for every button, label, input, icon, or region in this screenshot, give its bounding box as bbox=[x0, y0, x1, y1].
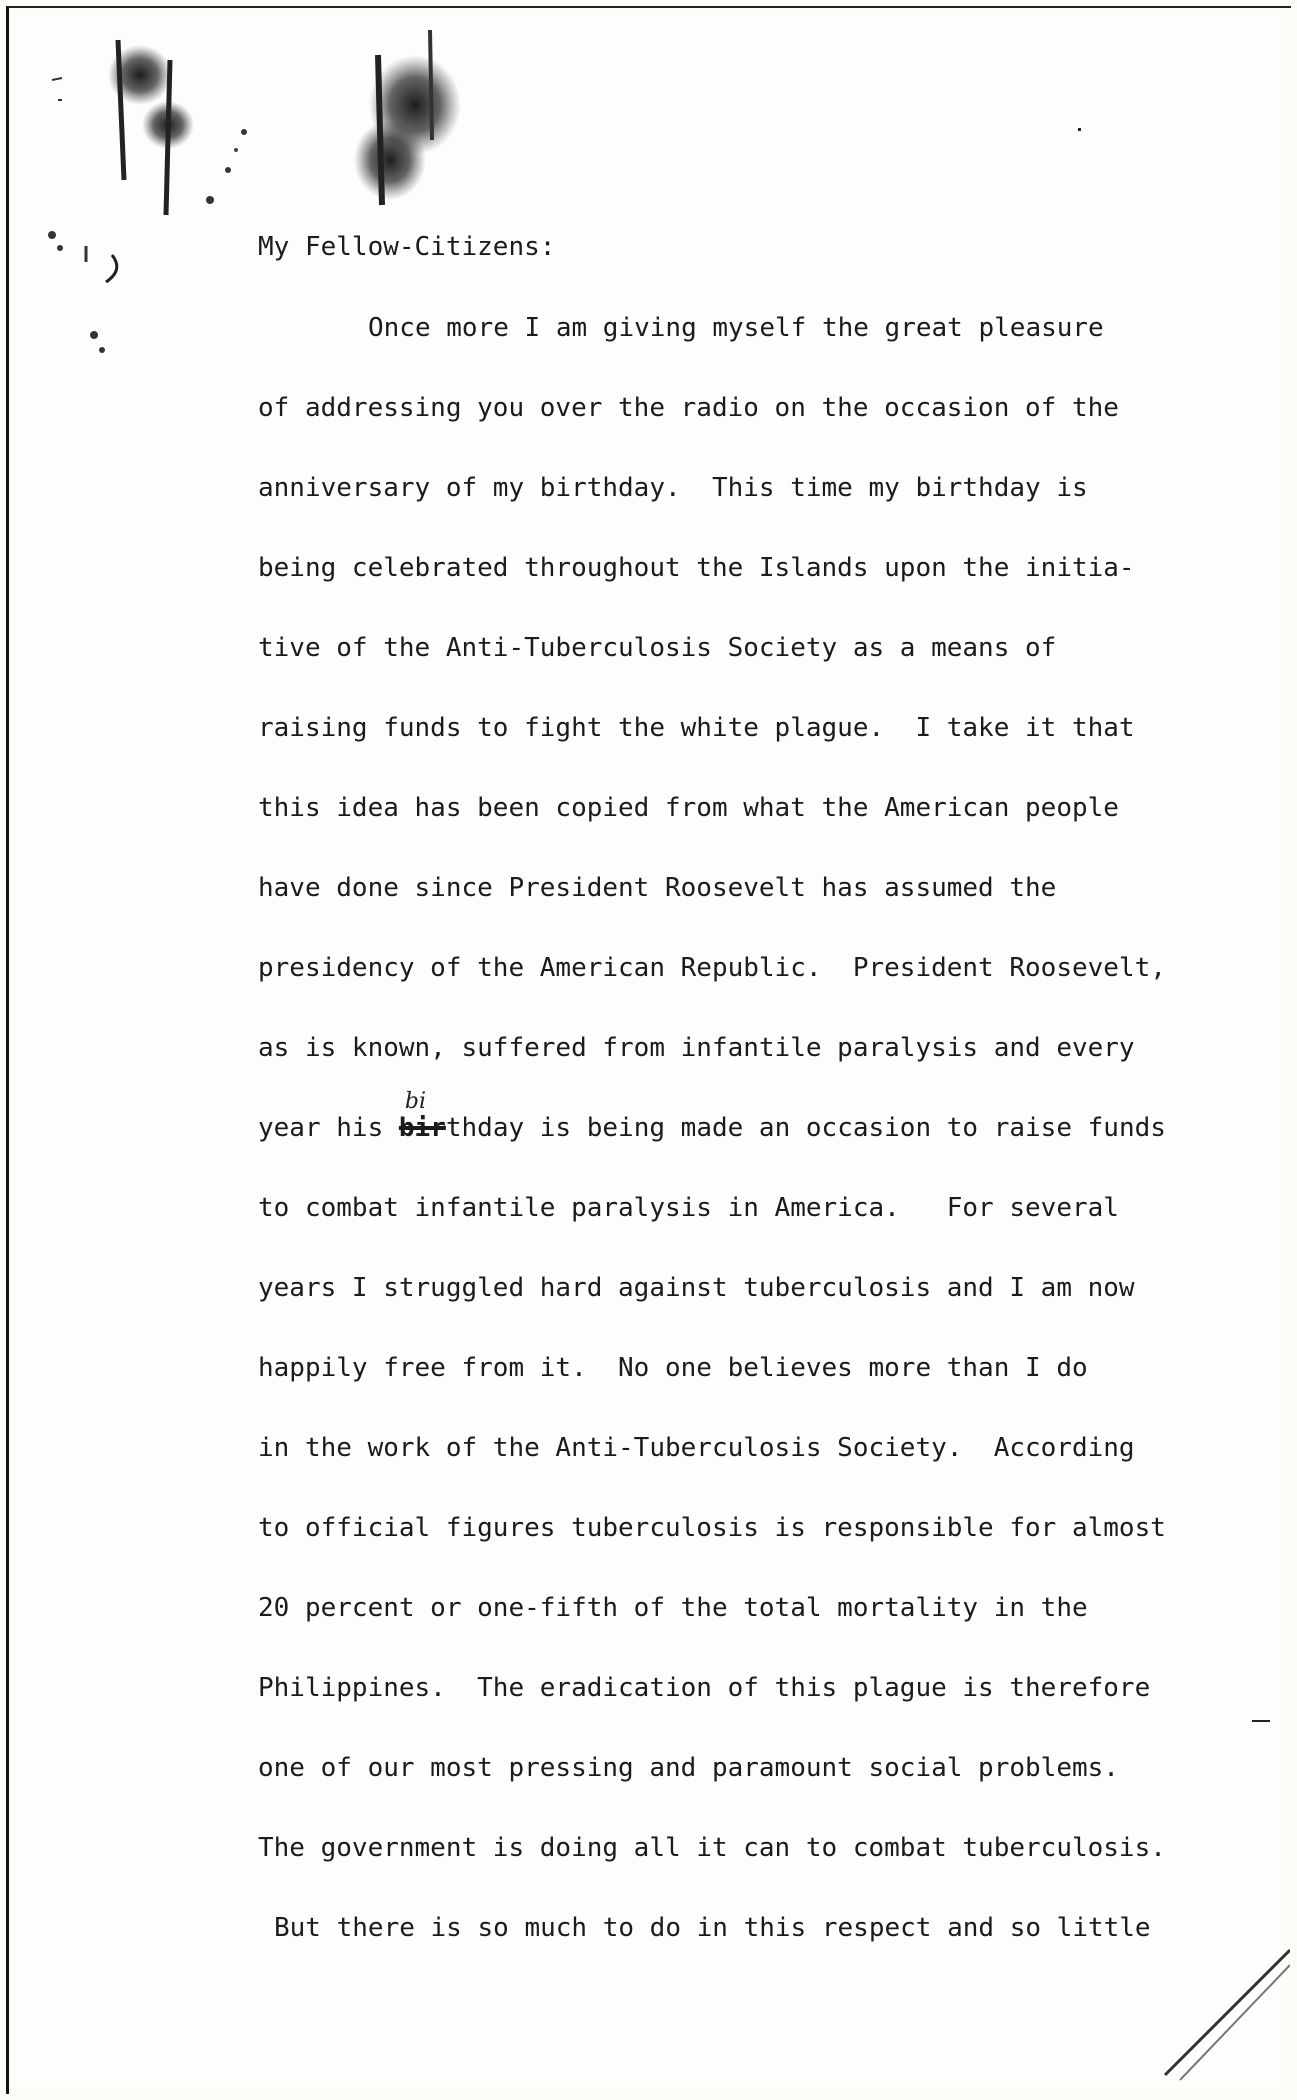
text-line-16: to official figures tuberculosis is responsible for almost bbox=[258, 1513, 1166, 1543]
edge-tick-mark bbox=[1078, 128, 1081, 131]
text-line-19: one of our most pressing and paramount social problems. bbox=[258, 1753, 1119, 1783]
text-line-21: But there is so much to do in this respect and so little bbox=[274, 1913, 1151, 1943]
text-line-15: in the work of the Anti-Tuberculosis Society. According bbox=[258, 1433, 1135, 1463]
text-line-5: tive of the Anti-Tuberculosis Society as a means of bbox=[258, 633, 1057, 663]
letter-body bbox=[258, 308, 1268, 1988]
text-line-2: of addressing you over the radio on the occasion of the bbox=[258, 393, 1119, 423]
text-line-12: to combat infantile paralysis in America. For several bbox=[258, 1193, 1119, 1223]
text-line-8: have done since President Roosevelt has assumed the bbox=[258, 873, 1057, 903]
salutation: My Fellow-Citizens: bbox=[258, 232, 556, 262]
struck-text: bir bbox=[398, 1113, 446, 1143]
correction-before: year his bbox=[258, 1113, 399, 1143]
handwritten-correction bbox=[398, 1089, 446, 1148]
text-line-11-correction bbox=[258, 1089, 1268, 1188]
text-line-1: Once more I am giving myself the great pleasure bbox=[368, 313, 1104, 343]
text-line-20: The government is doing all it can to combat tuberculosis. bbox=[258, 1833, 1166, 1863]
text-line-6: raising funds to fight the white plague. I take it that bbox=[258, 713, 1135, 743]
text-line-17: 20 percent or one-fifth of the total mortality in the bbox=[258, 1593, 1088, 1623]
text-line-7: this idea has been copied from what the American people bbox=[258, 793, 1119, 823]
text-line-3: anniversary of my birthday. This time my birthday is bbox=[258, 473, 1088, 503]
text-line-18: Philippines. The eradication of this plague is therefore bbox=[258, 1673, 1151, 1703]
text-line-10: as is known, suffered from infantile paralysis and every bbox=[258, 1033, 1135, 1063]
text-line-9: presidency of the American Republic. President Roosevelt, bbox=[258, 953, 1166, 983]
text-line-13: years I struggled hard against tuberculosis and I am now bbox=[258, 1273, 1135, 1303]
inserted-handwriting: bi bbox=[404, 1089, 427, 1114]
correction-after: thday is being made an occasion to raise funds bbox=[445, 1113, 1166, 1143]
text-line-14: happily free from it. No one believes more than I do bbox=[258, 1353, 1088, 1383]
text-line-4: being celebrated throughout the Islands upon the initia- bbox=[258, 553, 1135, 583]
